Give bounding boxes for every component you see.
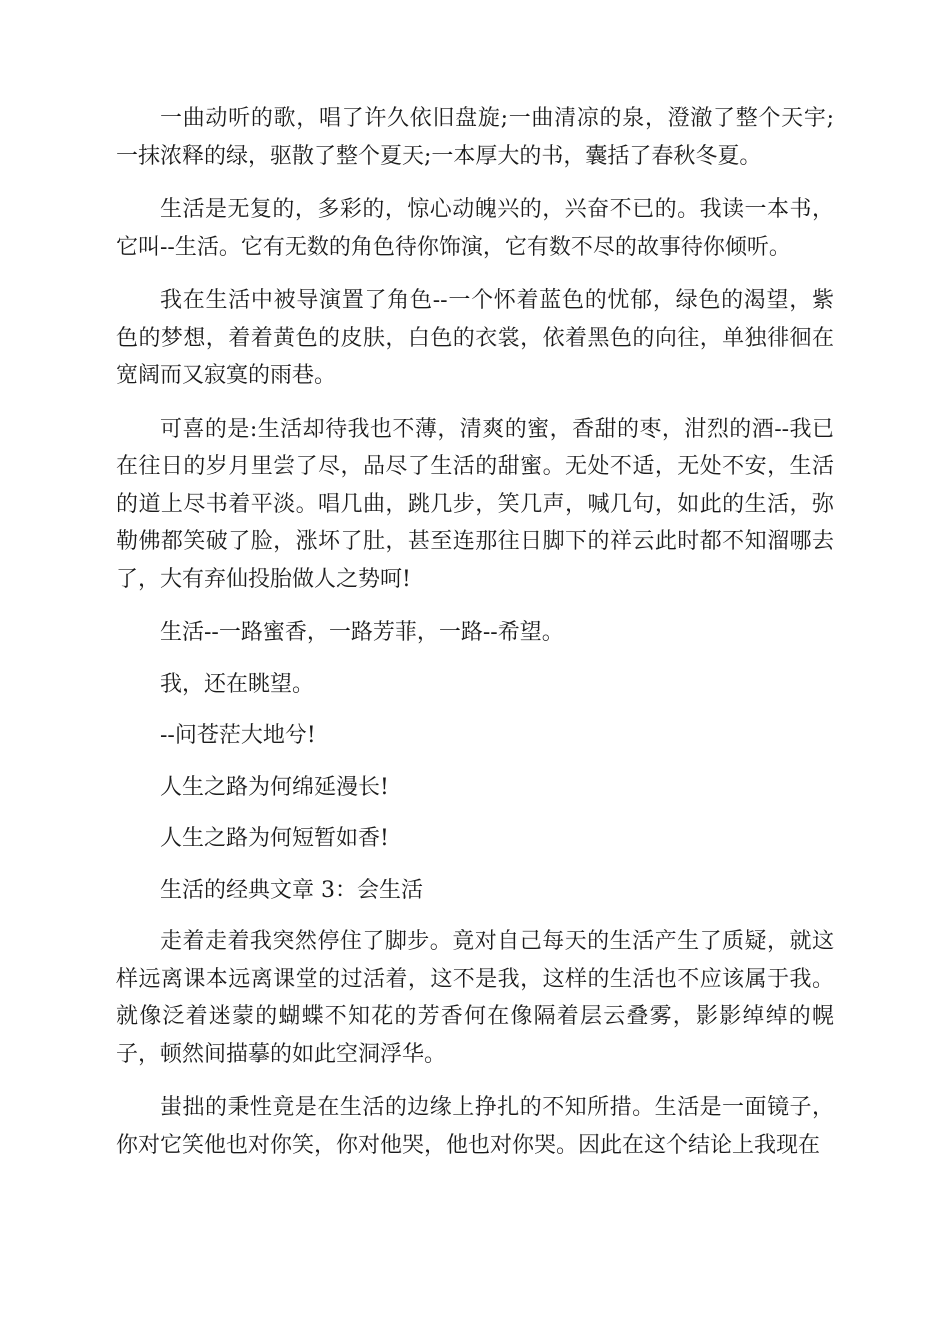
paragraph-3: 我在生活中被导演置了角色--一个怀着蓝色的忧郁，绿色的渴望，紫色的梦想，着着黄色的皮肤，白色的衣裳，依着黑色的向往，单独徘徊在宽阔而又寂寞的雨巷。 [116, 288, 834, 388]
paragraph-5: 生活--一路蜜香，一路芳菲，一路--希望。 [160, 620, 564, 645]
paragraph-9: 人生之路为何短暂如香! [160, 826, 389, 851]
paragraph-1: 一曲动听的歌，唱了许久依旧盘旋;一曲清凉的泉，澄澈了整个天宇;一抹浓释的绿，驱散了整个夏天;一本厚大的书，囊括了春秋冬夏。 [116, 106, 834, 169]
paragraph-8: 人生之路为何绵延漫长! [160, 774, 389, 800]
section-heading: 生活的经典文章 3：会生活 [160, 877, 423, 903]
paragraph-11: 蚩拙的秉性竟是在生活的边缘上挣扎的不知所措。生活是一面镜子，你对它笑他也对你笑，你对他哭，他也对你哭。因此在这个结论上我现在 [116, 1095, 834, 1158]
paragraph-2: 生活是无复的，多彩的，惊心动魄兴的，兴奋不已的。我读一本书，它叫--生活。它有无数的角色待你饰演，它有数不尽的故事待你倾听。 [116, 197, 834, 260]
paragraph-7: --问苍茫大地兮! [160, 723, 316, 748]
paragraph-4: 可喜的是:生活却待我也不薄，清爽的蜜，香甜的枣，泔烈的酒--我已在往日的岁月里尝了尽，品尽了生活的甜蜜。无处不适，无处不安，生活的道上尽书着平淡。唱几曲，跳几步，笑几声，喊几句，如此的生活，弥勒佛都笑破了脸，涨坏了肚，甚至连那往日脚下的祥云此时都不知溜哪去了，大有弃仙投胎做人之势呵! [116, 416, 834, 592]
document-body [116, 100, 834, 1180]
paragraph-6: 我，还在眺望。 [160, 671, 315, 697]
paragraph-10: 走着走着我突然停住了脚步。竟对自己每天的生活产生了质疑，就这样远离课本远离课堂的过活着，这不是我，这样的生活也不应该属于我。就像泛着迷蒙的蝴蝶不知花的芳香何在像隔着层云叠雾，影影绰绰的幌子，顿然间描摹的如此空洞浮华。 [116, 929, 834, 1067]
